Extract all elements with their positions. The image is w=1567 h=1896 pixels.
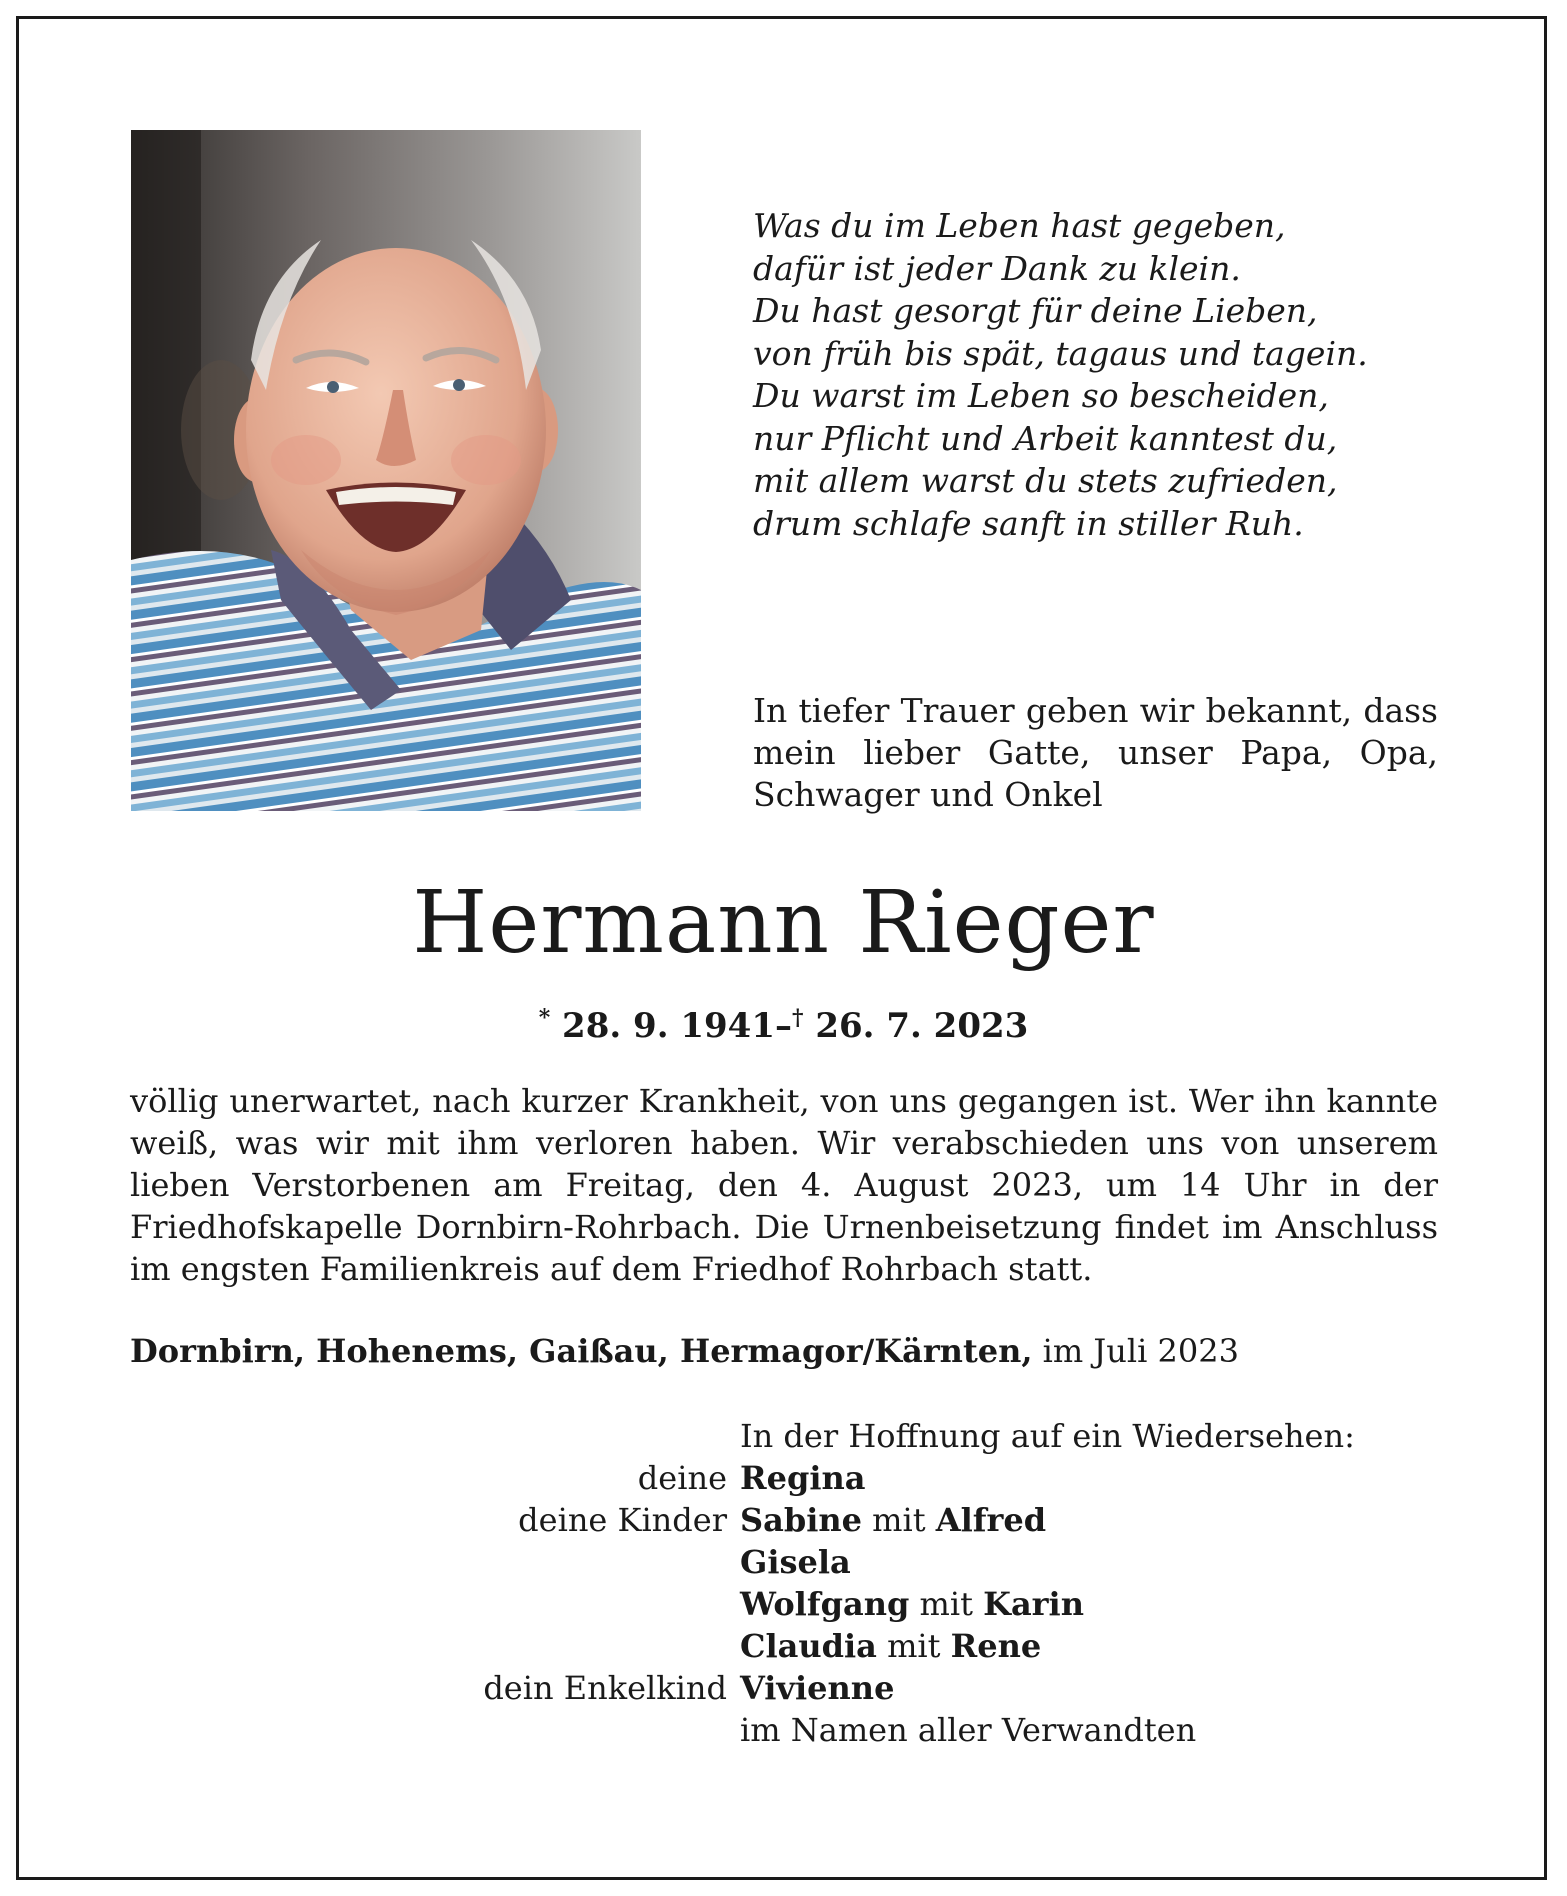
poem-line: mit allem warst du stets zufrieden, (753, 461, 1338, 500)
poem-line: von früh bis spät, tagaus und tagein. (753, 333, 1368, 373)
hope-heading: In der Hoffnung auf ein Wiedersehen: (740, 1417, 1355, 1455)
relation-label: dein Enkelkind (483, 1669, 727, 1707)
locations: Dornbirn, Hohenems, Gaißau, Hermagor/Kärnten, (130, 1332, 1033, 1370)
connector-word: mit (887, 1627, 941, 1665)
partner-name: Alfred (935, 1501, 1047, 1539)
deceased-name: Hermann Rieger (412, 873, 1155, 973)
death-date: 26. 7. 2023 (815, 1006, 1029, 1046)
portrait-photo (131, 130, 641, 811)
mourners-list (0, 1415, 1567, 1751)
mourner-row (0, 1457, 1567, 1499)
relation-label: deine (637, 1459, 727, 1497)
partner-name: Karin (983, 1585, 1084, 1623)
poem-line: Was du im Leben hast gegeben, (753, 206, 1286, 245)
connector-word: mit (919, 1585, 973, 1623)
death-symbol: † (792, 1005, 804, 1031)
mourner-row (0, 1541, 1567, 1583)
announcement-intro: In tiefer Trauer geben wir bekannt, dass mein lieber Gatte, unser Papa, Opa, Schwager und Onkel (753, 691, 1438, 814)
mourner-row (0, 1499, 1567, 1541)
date-separator: – (775, 1006, 792, 1046)
place-and-date (130, 1330, 1450, 1372)
mourner-name: Claudia (740, 1627, 877, 1665)
closing-line: im Namen aller Verwandten (740, 1711, 1197, 1749)
life-dates (0, 995, 1567, 1049)
month-year: im Juli 2023 (1042, 1332, 1239, 1370)
connector-word: mit (872, 1501, 926, 1539)
mourner-name: Gisela (740, 1543, 851, 1581)
partner-name: Rene (950, 1627, 1042, 1665)
birth-date: 28. 9. 1941 (562, 1006, 775, 1046)
poem-line: Du warst im Leben so bescheiden, (753, 376, 1329, 415)
mourner-row (0, 1583, 1567, 1625)
poem-line: nur Pflicht und Arbeit kanntest du, (753, 418, 1338, 458)
mourner-name: Regina (740, 1459, 866, 1497)
mourner-row (0, 1625, 1567, 1667)
mourner-name: Vivienne (740, 1669, 895, 1707)
birth-symbol: * (538, 1005, 551, 1031)
mourner-name: Wolfgang (740, 1585, 910, 1623)
memorial-poem (753, 205, 1473, 545)
mourner-name: Sabine (740, 1501, 862, 1539)
mourner-row (0, 1667, 1567, 1709)
poem-line: Du hast gesorgt für deine Lieben, (753, 291, 1318, 330)
relation-label: deine Kinder (518, 1501, 727, 1539)
poem-line: dafür ist jeder Dank zu klein. (753, 248, 1241, 288)
poem-line: drum schlafe sanft in stiller Ruh. (753, 503, 1304, 543)
funeral-details: völlig unerwartet, nach kurzer Krankheit, von uns gegangen ist. Wer ihn kannte weiß, was wir mit ihm verloren haben. Wir verabschieden uns von unserem lieben Verstorbenen am Freitag, den 4. August 2023, um 14 Uhr in der Friedhofskapelle Dornbirn-Rohrbach. Die Urnenbeisetzung findet im Anschluss im engsten Familienkreis auf dem Friedhof Rohrbach statt. (130, 1082, 1438, 1288)
